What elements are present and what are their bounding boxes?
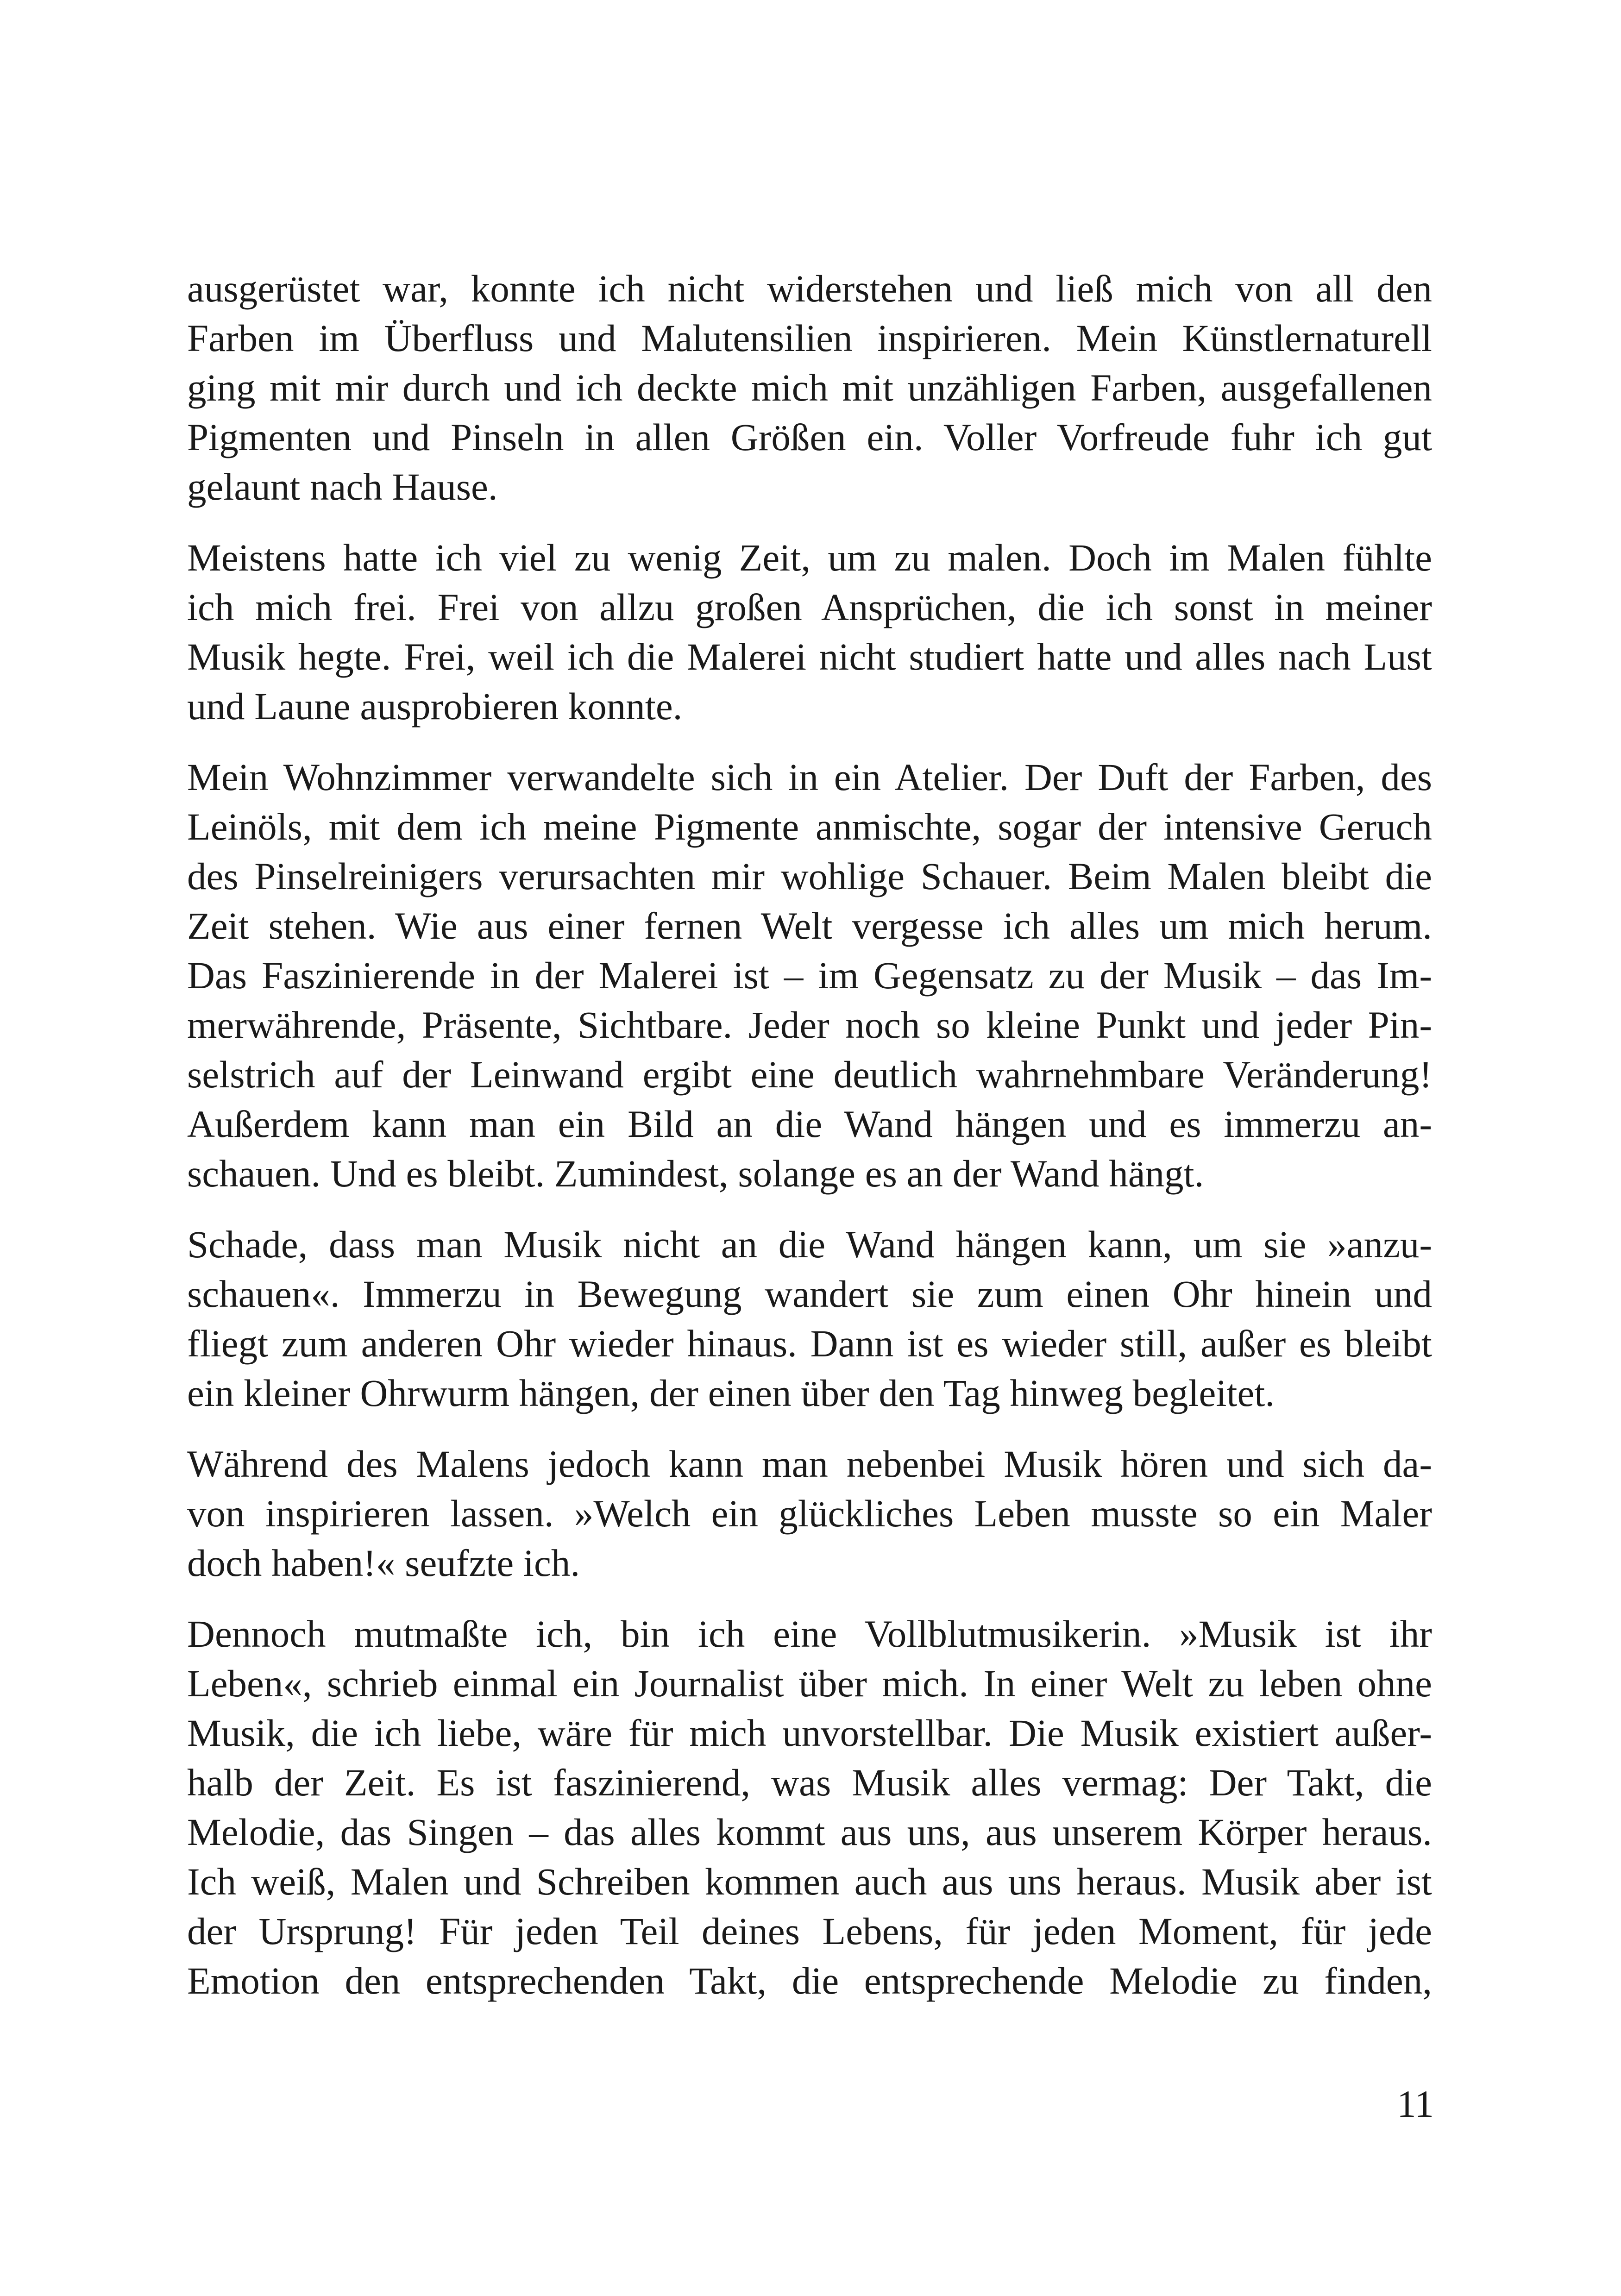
- paragraph: [187, 1439, 1432, 1588]
- text-line: Melodie, das Singen – das alles kommt aus uns, aus unserem Körper heraus.: [187, 1811, 1432, 1853]
- text-line: Meistens hatte ich viel zu wenig Zeit, um zu malen. Doch im Malen fühlte: [187, 536, 1432, 579]
- text-line: ging mit mir durch und ich deckte mich mit unzähligen Farben, ausgefallenen: [187, 366, 1432, 409]
- text-line: Leinöls, mit dem ich meine Pigmente anmischte, sogar der intensive Geruch: [187, 805, 1432, 848]
- paragraph: [187, 1220, 1432, 1418]
- text-line: von inspirieren lassen. »Welch ein glückliches Leben musste so ein Maler: [187, 1492, 1432, 1535]
- paragraph: [187, 1609, 1432, 2006]
- paragraph-gap: [187, 1418, 1432, 1439]
- text-line: ausgerüstet war, konnte ich nicht widerstehen und ließ mich von all den: [187, 267, 1432, 310]
- text-line: des Pinselreinigers verursachten mir wohlige Schauer. Beim Malen bleibt die: [187, 855, 1432, 897]
- text-line: gelaunt nach Hause.: [187, 465, 498, 508]
- text-line: halb der Zeit. Es ist faszinierend, was Musik alles vermag: Der Takt, die: [187, 1761, 1432, 1804]
- paragraph: [187, 264, 1432, 512]
- paragraph-gap: [187, 1588, 1432, 1609]
- text-line: Mein Wohnzimmer verwandelte sich in ein Atelier. Der Duft der Farben, des: [187, 756, 1432, 798]
- text-line: Außerdem kann man ein Bild an die Wand hängen und es immerzu an-: [187, 1103, 1432, 1145]
- text-line: doch haben!« seufzte ich.: [187, 1542, 580, 1584]
- text-line: Musik, die ich liebe, wäre für mich unvorstellbar. Die Musik existiert außer-: [187, 1712, 1432, 1754]
- text-line: Leben«, schrieb einmal ein Journalist über mich. In einer Welt zu leben ohne: [187, 1662, 1432, 1705]
- paragraph-gap: [187, 1198, 1432, 1220]
- paragraph-gap: [187, 512, 1432, 533]
- text-line: Zeit stehen. Wie aus einer fernen Welt vergesse ich alles um mich herum.: [187, 904, 1432, 947]
- text-line: Schade, dass man Musik nicht an die Wand hängen kann, um sie »anzu-: [187, 1223, 1432, 1266]
- text-line: und Laune ausprobieren konnte.: [187, 685, 683, 728]
- text-line: Emotion den entsprechenden Takt, die entsprechende Melodie zu finden,: [187, 1959, 1432, 2002]
- body-text: [187, 264, 1432, 2006]
- text-line: Dennoch mutmaßte ich, bin ich eine Vollblutmusikerin. »Musik ist ihr: [187, 1612, 1432, 1655]
- text-line: Ich weiß, Malen und Schreiben kommen auch aus uns heraus. Musik aber ist: [187, 1860, 1432, 1903]
- text-line: Das Faszinierende in der Malerei ist – im Gegensatz zu der Musik – das Im-: [187, 954, 1432, 997]
- text-line: ich mich frei. Frei von allzu großen Ansprüchen, die ich sonst in meiner: [187, 586, 1432, 628]
- text-line: schauen«. Immerzu in Bewegung wandert sie zum einen Ohr hinein und: [187, 1273, 1432, 1315]
- text-line: Während des Malens jedoch kann man nebenbei Musik hören und sich da-: [187, 1443, 1432, 1485]
- text-line: Pigmenten und Pinseln in allen Größen ein. Voller Vorfreude fuhr ich gut: [187, 416, 1432, 458]
- paragraph: [187, 753, 1432, 1198]
- text-line: merwährende, Präsente, Sichtbare. Jeder noch so kleine Punkt und jeder Pin-: [187, 1004, 1432, 1046]
- text-line: selstrich auf der Leinwand ergibt eine deutlich wahrnehmbare Veränderung!: [187, 1053, 1432, 1096]
- text-line: fliegt zum anderen Ohr wieder hinaus. Dann ist es wieder still, außer es bleibt: [187, 1322, 1432, 1365]
- text-line: schauen. Und es bleibt. Zumindest, solange es an der Wand hängt.: [187, 1152, 1204, 1195]
- text-line: Musik hegte. Frei, weil ich die Malerei nicht studiert hatte und alles nach Lust: [187, 635, 1432, 678]
- text-line: Farben im Überfluss und Malutensilien inspirieren. Mein Künstlernaturell: [187, 317, 1432, 359]
- text-line: ein kleiner Ohrwurm hängen, der einen über den Tag hinweg begleitet.: [187, 1372, 1275, 1414]
- paragraph-gap: [187, 731, 1432, 753]
- text-line: der Ursprung! Für jeden Teil deines Lebens, für jeden Moment, für jede: [187, 1910, 1432, 1952]
- paragraph: [187, 533, 1432, 731]
- page-number: 11: [1397, 2083, 1434, 2125]
